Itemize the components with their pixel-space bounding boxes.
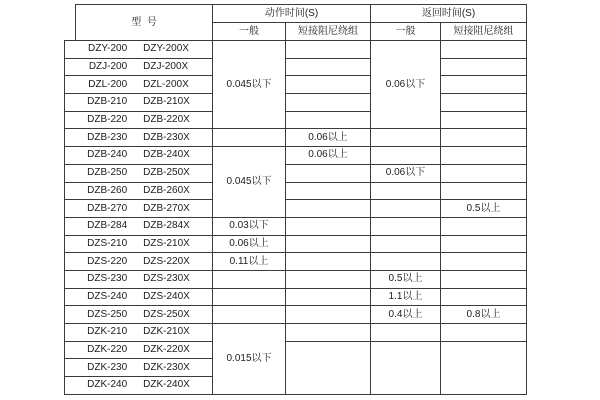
action-general-cell: 0.03以下 — [213, 217, 286, 235]
table-row — [65, 164, 527, 182]
table-row — [65, 129, 527, 147]
return-damping-cell: 0.5以上 — [441, 200, 527, 218]
return-damping-cell — [441, 76, 527, 94]
model-cell — [65, 377, 213, 395]
return-time-header: 返回时间(S) — [371, 5, 527, 23]
return-damping-cell — [441, 324, 527, 342]
return-general-cell — [371, 253, 441, 271]
model-name-x: DZS-210X — [143, 237, 190, 249]
action-damping-cell — [286, 182, 371, 200]
action-damping-cell — [286, 235, 371, 253]
return-damping-cell — [441, 341, 527, 394]
action-general-cell — [213, 306, 286, 324]
table-row — [65, 270, 527, 288]
table-row — [65, 41, 527, 59]
action-damping-cell — [286, 94, 371, 112]
return-damping-cell — [441, 288, 527, 306]
model-name-x: DZB-240X — [143, 149, 190, 161]
model-cell — [65, 76, 213, 94]
return-damping-cell — [441, 41, 527, 59]
return-general-cell: 0.4以上 — [371, 306, 441, 324]
action-general-cell: 0.11以上 — [213, 253, 286, 271]
model-name-x: DZK-220X — [143, 344, 190, 356]
model-name-x: DZS-250X — [143, 308, 190, 320]
action-damping-cell — [286, 288, 371, 306]
action-damping-header: 短接阻尼绕组 — [286, 23, 371, 41]
table-row — [65, 217, 527, 235]
action-damping-cell — [286, 76, 371, 94]
table-row — [65, 76, 527, 94]
table-row — [65, 341, 527, 359]
model-name-x: DZK-240X — [143, 379, 190, 391]
action-general-cell — [213, 270, 286, 288]
action-damping-cell — [286, 111, 371, 129]
return-damping-cell — [441, 129, 527, 147]
model-name: DZB-270 — [87, 202, 128, 214]
model-name-x: DZJ-200X — [143, 61, 189, 73]
model-cell — [65, 41, 213, 59]
model-name: DZK-210 — [87, 326, 128, 338]
action-damping-cell — [286, 58, 371, 76]
model-cell — [65, 164, 213, 182]
model-name-x: DZB-270X — [143, 202, 190, 214]
model-name: DZB-240 — [87, 149, 128, 161]
return-general-cell — [371, 341, 441, 394]
table-row — [65, 58, 527, 76]
action-damping-cell: 0.06以上 — [286, 147, 371, 165]
return-damping-cell — [441, 164, 527, 182]
model-name-x: DZY-200X — [143, 43, 189, 55]
action-damping-cell — [286, 306, 371, 324]
return-damping-cell — [441, 270, 527, 288]
model-cell — [65, 359, 213, 377]
model-cell — [65, 182, 213, 200]
table-row — [65, 306, 527, 324]
action-damping-cell — [286, 341, 371, 394]
return-damping-cell — [441, 111, 527, 129]
action-general-header: 一般 — [213, 23, 286, 41]
header-row-1 — [65, 5, 527, 23]
return-general-cell: 1.1以上 — [371, 288, 441, 306]
table-row — [65, 182, 527, 200]
header-left-spacer — [65, 5, 76, 41]
return-damping-cell — [441, 253, 527, 271]
model-cell — [65, 58, 213, 76]
return-damping-cell — [441, 217, 527, 235]
model-name-x: DZS-240X — [143, 290, 190, 302]
return-damping-cell — [441, 147, 527, 165]
model-name-x: DZB-220X — [143, 114, 190, 126]
table-row — [65, 324, 527, 342]
model-name: DZL-200 — [88, 78, 128, 90]
action-general-cell — [213, 129, 286, 147]
model-cell — [65, 235, 213, 253]
table-row — [65, 94, 527, 112]
table-row — [65, 288, 527, 306]
model-name-x: DZB-260X — [143, 184, 190, 196]
model-cell — [65, 288, 213, 306]
model-name: DZS-250 — [87, 308, 128, 320]
model-name: DZB-230 — [87, 131, 128, 143]
model-cell — [65, 129, 213, 147]
action-damping-cell — [286, 253, 371, 271]
table-row — [65, 111, 527, 129]
action-damping-cell — [286, 164, 371, 182]
action-general-cell: 0.045以下 — [213, 147, 286, 218]
model-name: DZB-284 — [87, 220, 128, 232]
model-name: DZY-200 — [88, 43, 128, 55]
model-cell — [65, 217, 213, 235]
return-damping-cell: 0.8以上 — [441, 306, 527, 324]
model-name: DZB-210 — [87, 96, 128, 108]
model-cell — [65, 147, 213, 165]
return-general-cell — [371, 200, 441, 218]
action-damping-cell — [286, 200, 371, 218]
model-name-x: DZK-230X — [143, 361, 190, 373]
return-general-cell: 0.06以下 — [371, 41, 441, 129]
action-time-header: 动作时间(S) — [213, 5, 371, 23]
model-cell — [65, 200, 213, 218]
action-general-cell: 0.06以上 — [213, 235, 286, 253]
return-general-cell: 0.5以上 — [371, 270, 441, 288]
model-name-x: DZK-210X — [143, 326, 190, 338]
model-name: DZS-240 — [87, 290, 128, 302]
model-column-header: 型 号 — [76, 5, 213, 41]
relay-timing-table — [64, 4, 527, 395]
return-general-cell — [371, 324, 441, 342]
model-name-x: DZB-230X — [143, 131, 190, 143]
return-damping-cell — [441, 58, 527, 76]
return-damping-cell — [441, 235, 527, 253]
table-row — [65, 147, 527, 165]
action-general-cell: 0.045以下 — [213, 41, 286, 129]
return-general-cell — [371, 182, 441, 200]
action-damping-cell — [286, 41, 371, 59]
return-general-cell — [371, 147, 441, 165]
model-name-x: DZB-250X — [143, 167, 190, 179]
model-name: DZS-220 — [87, 255, 128, 267]
return-general-cell — [371, 217, 441, 235]
return-general-cell — [371, 129, 441, 147]
model-name: DZK-230 — [87, 361, 128, 373]
model-cell — [65, 94, 213, 112]
table-row — [65, 200, 527, 218]
return-damping-cell — [441, 182, 527, 200]
model-cell — [65, 270, 213, 288]
action-damping-cell — [286, 217, 371, 235]
model-name: DZJ-200 — [88, 61, 128, 73]
model-name: DZB-220 — [87, 114, 128, 126]
model-name: DZS-230 — [87, 273, 128, 285]
model-name-x: DZS-230X — [143, 273, 190, 285]
model-cell — [65, 111, 213, 129]
action-damping-cell — [286, 324, 371, 342]
action-general-cell: 0.015以下 — [213, 324, 286, 395]
model-name-x: DZL-200X — [143, 78, 189, 90]
model-name: DZB-260 — [87, 184, 128, 196]
model-cell — [65, 253, 213, 271]
model-cell — [65, 306, 213, 324]
return-general-cell: 0.06以下 — [371, 164, 441, 182]
action-general-cell — [213, 288, 286, 306]
model-name: DZK-240 — [87, 379, 128, 391]
model-name: DZB-250 — [87, 167, 128, 179]
model-name: DZK-220 — [87, 344, 128, 356]
model-cell — [65, 341, 213, 359]
return-damping-cell — [441, 94, 527, 112]
model-name: DZS-210 — [87, 237, 128, 249]
model-cell — [65, 324, 213, 342]
model-name-x: DZB-284X — [143, 220, 190, 232]
return-damping-header: 短接阻尼绕组 — [441, 23, 527, 41]
table-row — [65, 235, 527, 253]
return-general-cell — [371, 235, 441, 253]
table-row — [65, 253, 527, 271]
model-name-x: DZB-210X — [143, 96, 190, 108]
action-damping-cell: 0.06以上 — [286, 129, 371, 147]
return-general-header: 一般 — [371, 23, 441, 41]
model-name-x: DZS-220X — [143, 255, 190, 267]
action-damping-cell — [286, 270, 371, 288]
